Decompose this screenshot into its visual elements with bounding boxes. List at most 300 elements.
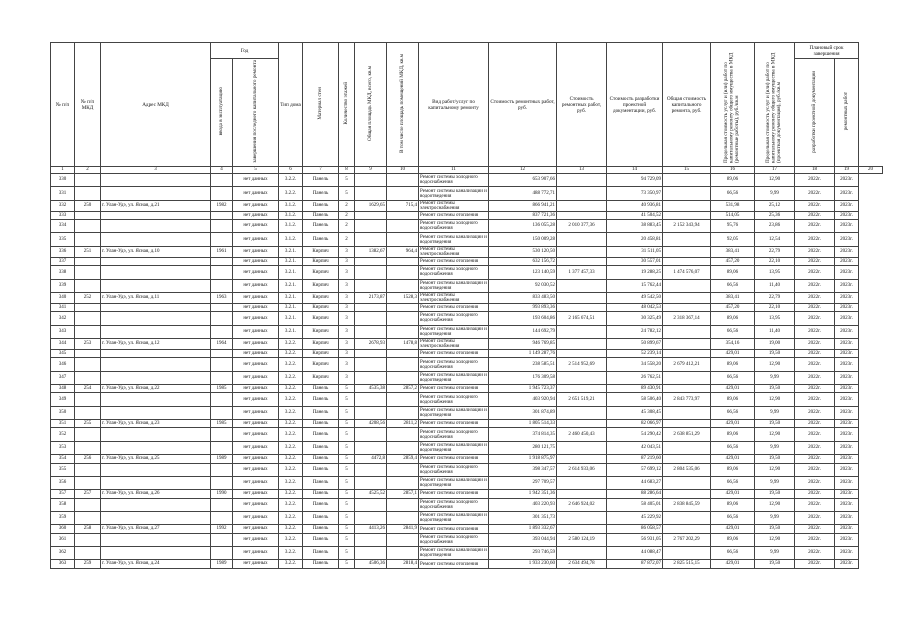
table-row (51, 498, 883, 511)
year-built-cell (211, 266, 233, 279)
column-number-cell: 5 (233, 167, 279, 174)
house-type-cell: 3.2.2. (279, 476, 303, 489)
area-residential-cell: 2841,9 (387, 525, 419, 533)
term-work-cell: 2023г. (835, 200, 859, 211)
mkd-number (75, 428, 101, 441)
address-cell (101, 498, 211, 511)
term-design-cell: 2022г. (795, 490, 835, 498)
cost-work-cell: 144 692,79 (489, 325, 557, 338)
year-built-cell (211, 358, 233, 371)
year-built-cell: 1992 (211, 525, 233, 533)
year-repair-cell: нет данных (233, 533, 279, 546)
table-row (51, 303, 883, 311)
cost-total-work-cell (557, 325, 607, 338)
limit-design-cell: 9,99 (755, 547, 795, 560)
cost-work-cell: 393 044,94 (489, 533, 557, 546)
mkd-number (75, 441, 101, 454)
term-work-cell: 2023г. (835, 490, 859, 498)
wall-material-cell: Панель (303, 533, 339, 546)
cost-total-work-cell (557, 525, 607, 533)
wall-material-cell: Панель (303, 547, 339, 560)
limit-design-cell: 12,90 (755, 358, 795, 371)
area-residential-cell: 715,4 (387, 200, 419, 211)
area-total-cell (355, 350, 387, 358)
row-number: 343 (51, 325, 75, 338)
cost-all-cell (663, 406, 711, 419)
row-number: 359 (51, 512, 75, 525)
year-built-cell (211, 233, 233, 246)
row-number: 361 (51, 533, 75, 546)
address-cell: г. Улан-Удэ, ул. Ясная, д.25 (101, 455, 211, 463)
header-year-built: ввода в эксплуатацию (211, 59, 233, 167)
term-design-cell: 2022г. (795, 441, 835, 454)
limit-work-cell: 457,20 (711, 257, 755, 265)
cost-design-cell: 49 542,50 (607, 292, 663, 303)
work-type-cell: Ремонт системы холодного водоснабжения (419, 174, 489, 187)
floors-cell: 5 (339, 525, 355, 533)
header-year-group: Год (211, 43, 279, 59)
column-number-cell: 10 (387, 167, 419, 174)
limit-work-cell: 89,06 (711, 393, 755, 406)
limit-design-cell: 22,79 (755, 292, 795, 303)
table-row (51, 560, 883, 568)
mkd-number (75, 303, 101, 311)
year-repair-cell: нет данных (233, 350, 279, 358)
work-type-cell: Ремонт системы отопления (419, 350, 489, 358)
area-total-cell: 2173,87 (355, 292, 387, 303)
cost-design-cell: 38 883,45 (607, 220, 663, 233)
table-row (51, 174, 883, 187)
cost-design-cell: 20 458,81 (607, 233, 663, 246)
area-total-cell (355, 257, 387, 265)
header-limit-work: Предельная стоимость услуг и (или) работ по капитальному ремонту общего имущества в МКД (ремонтные работы), руб./кв.м (711, 43, 755, 167)
wall-material-cell: Панель (303, 200, 339, 211)
cost-all-cell (663, 339, 711, 350)
term-design-cell: 2022г. (795, 312, 835, 325)
year-built-cell (211, 312, 233, 325)
house-type-cell: 3.2.2. (279, 371, 303, 384)
term-design-cell: 2022г. (795, 463, 835, 476)
row-number: 345 (51, 350, 75, 358)
term-design-cell: 2022г. (795, 266, 835, 279)
limit-design-cell: 13,95 (755, 266, 795, 279)
term-design-cell: 2022г. (795, 325, 835, 338)
address-cell: г. Улан-Удэ, ул. Ясная, д.27 (101, 525, 211, 533)
cost-all-cell: 2 843 773,97 (663, 393, 711, 406)
header-wall-material: Материал стен (303, 43, 339, 167)
limit-work-cell: 66,56 (711, 187, 755, 200)
term-work-cell: 2023г. (835, 325, 859, 338)
work-type-cell: Ремонт системы холодного водоснабжения (419, 533, 489, 546)
column-number-cell: 12 (489, 167, 557, 174)
term-design-cell: 2022г. (795, 420, 835, 428)
term-work-cell: 2023г. (835, 441, 859, 454)
year-repair-cell: нет данных (233, 455, 279, 463)
house-type-cell: 3.2.2. (279, 187, 303, 200)
term-design-cell: 2022г. (795, 339, 835, 350)
wall-material-cell: Панель (303, 420, 339, 428)
term-work-cell: 2023г. (835, 292, 859, 303)
limit-design-cell: 12,90 (755, 498, 795, 511)
house-type-cell: 3.2.2. (279, 547, 303, 560)
year-built-cell (211, 303, 233, 311)
year-built-cell (211, 187, 233, 200)
mkd-number (75, 174, 101, 187)
year-repair-cell: нет данных (233, 428, 279, 441)
house-type-cell: 3.1.2. (279, 200, 303, 211)
column-number-cell: 8 (339, 167, 355, 174)
limit-design-cell: 9,99 (755, 406, 795, 419)
term-work-cell: 2023г. (835, 350, 859, 358)
column-number-cell: 18 (795, 167, 835, 174)
cost-design-cell: 24 782,12 (607, 325, 663, 338)
cost-total-work-cell (557, 371, 607, 384)
limit-work-cell: 66,56 (711, 476, 755, 489)
term-design-cell: 2022г. (795, 303, 835, 311)
table-row (51, 246, 883, 257)
table-row (51, 420, 883, 428)
table-row (51, 406, 883, 419)
house-type-cell: 3.2.2. (279, 490, 303, 498)
header-area-total: Общая площадь МКД, всего, кв.м (355, 43, 387, 167)
cost-design-cell: 58 405,01 (607, 498, 663, 511)
term-work-cell: 2023г. (835, 560, 859, 568)
floors-cell: 3 (339, 339, 355, 350)
mkd-number: 257 (75, 490, 101, 498)
floors-cell: 5 (339, 533, 355, 546)
address-cell (101, 211, 211, 219)
cost-work-cell: 1 945 723,37 (489, 385, 557, 393)
mkd-number (75, 476, 101, 489)
area-total-cell (355, 547, 387, 560)
row-number: 336 (51, 246, 75, 257)
cost-total-work-cell: 2 010 377,36 (557, 220, 607, 233)
term-design-cell: 2022г. (795, 560, 835, 568)
row-number: 355 (51, 463, 75, 476)
cost-total-work-cell (557, 339, 607, 350)
column-number-cell: 13 (557, 167, 607, 174)
year-built-cell: 1985 (211, 420, 233, 428)
row-number: 332 (51, 200, 75, 211)
row-number: 357 (51, 490, 75, 498)
cost-all-cell (663, 371, 711, 384)
limit-design-cell: 22,79 (755, 246, 795, 257)
cost-total-work-cell: 2 651 519,21 (557, 393, 607, 406)
cost-all-cell: 2 804 535,06 (663, 463, 711, 476)
mkd-number (75, 498, 101, 511)
cost-design-cell: 73 350,97 (607, 187, 663, 200)
wall-material-cell: Кирпич (303, 257, 339, 265)
cost-design-cell: 50 899,67 (607, 339, 663, 350)
wall-material-cell: Панель (303, 455, 339, 463)
header-area-residential: В том числе площадь помещений МКД, кв.м (387, 43, 419, 167)
house-type-cell: 3.2.1. (279, 266, 303, 279)
work-type-cell: Ремонт системы отопления (419, 560, 489, 568)
work-type-cell: Ремонт системы канализации и водоотведения (420, 478, 487, 489)
cost-work-cell: 1 149 287,76 (489, 350, 557, 358)
limit-design-cell: 25,36 (755, 211, 795, 219)
limit-design-cell: 19,50 (755, 385, 795, 393)
year-repair-cell: нет данных (233, 266, 279, 279)
wall-material-cell: Кирпич (303, 312, 339, 325)
row-number: 339 (51, 279, 75, 292)
wall-material-cell: Кирпич (303, 266, 339, 279)
year-built-cell (211, 406, 233, 419)
wall-material-cell: Панель (303, 187, 339, 200)
cost-design-cell: 52 239,14 (607, 350, 663, 358)
year-repair-cell: нет данных (233, 525, 279, 533)
floors-cell: 3 (339, 279, 355, 292)
row-number: 346 (51, 358, 75, 371)
area-total-cell: 4472,8 (355, 455, 387, 463)
mkd-number (75, 350, 101, 358)
mkd-number: 258 (75, 525, 101, 533)
year-built-cell (211, 547, 233, 560)
work-type-cell: Ремонт системы отопления (419, 303, 489, 311)
cost-all-cell (663, 420, 711, 428)
cost-work-cell: 403 220,93 (489, 498, 557, 511)
house-type-cell: 3.2.2. (279, 350, 303, 358)
cost-all-cell: 2 152 343,94 (663, 220, 711, 233)
address-cell (101, 350, 211, 358)
limit-work-cell: 457,20 (711, 303, 755, 311)
column-number-cell: 16 (711, 167, 755, 174)
floors-cell: 3 (339, 371, 355, 384)
work-type-cell: Ремонт системы холодного водоснабжения (419, 266, 489, 279)
year-repair-cell: нет данных (233, 312, 279, 325)
column-number-cell: 7 (303, 167, 339, 174)
limit-work-cell: 89,06 (711, 266, 755, 279)
house-type-cell: 3.2.1. (279, 246, 303, 257)
header-house-type: Тип дома (279, 43, 303, 167)
wall-material-cell: Кирпич (303, 246, 339, 257)
year-repair-cell: нет данных (233, 371, 279, 384)
wall-material-cell: Панель (303, 393, 339, 406)
term-design-cell: 2022г. (795, 393, 835, 406)
address-cell (101, 358, 211, 371)
cost-total-work-cell (557, 187, 607, 200)
column-number-cell: 20 (859, 167, 883, 174)
address-cell (101, 266, 211, 279)
cost-all-cell (663, 441, 711, 454)
term-work-cell: 2023г. (835, 393, 859, 406)
address-cell: г. Улан-Удэ, ул. Ясная, д.24 (101, 560, 211, 568)
address-cell (101, 476, 211, 489)
header-floors: Количество этажей (339, 43, 355, 167)
cost-total-work-cell (557, 406, 607, 419)
wall-material-cell: Кирпич (303, 358, 339, 371)
cost-total-work-cell (557, 455, 607, 463)
year-built-cell: 1990 (211, 490, 233, 498)
cost-design-cell: 58 506,40 (607, 393, 663, 406)
area-residential-cell: 2811,2 (387, 420, 419, 428)
wall-material-cell: Панель (303, 498, 339, 511)
wall-material-cell: Кирпич (303, 303, 339, 311)
house-type-cell: 3.2.2. (279, 498, 303, 511)
floors-cell: 5 (339, 490, 355, 498)
table-row (51, 533, 883, 546)
term-design-cell: 2022г. (795, 350, 835, 358)
term-work-cell: 2023г. (835, 266, 859, 279)
area-residential-cell (387, 220, 419, 233)
floors-cell: 3 (339, 292, 355, 303)
year-repair-cell: нет данных (233, 393, 279, 406)
area-total-cell (355, 174, 387, 187)
term-work-cell: 2023г. (835, 371, 859, 384)
area-residential-cell (387, 498, 419, 511)
limit-design-cell: 19,50 (755, 525, 795, 533)
header-year-repair: завершения последнего капитального ремонта (233, 59, 279, 167)
table-row (51, 220, 883, 233)
cost-work-cell: 530 120,50 (489, 246, 557, 257)
floors-cell: 5 (339, 420, 355, 428)
mkd-number: 259 (75, 560, 101, 568)
wall-material-cell: Панель (303, 428, 339, 441)
year-built-cell: 1961 (211, 246, 233, 257)
wall-material-cell: Панель (303, 211, 339, 219)
table-row (51, 371, 883, 384)
area-total-cell (355, 312, 387, 325)
table-row (51, 233, 883, 246)
cost-design-cell: 42 043,51 (607, 441, 663, 454)
house-type-cell: 3.2.2. (279, 420, 303, 428)
house-type-cell: 3.2.2. (279, 525, 303, 533)
mkd-number (75, 533, 101, 546)
cost-work-cell: 123 140,59 (489, 266, 557, 279)
year-repair-cell: нет данных (233, 257, 279, 265)
term-design-cell: 2022г. (795, 498, 835, 511)
limit-work-cell: 429,01 (711, 490, 755, 498)
limit-work-cell: 92,05 (711, 233, 755, 246)
row-number: 351 (51, 420, 75, 428)
cost-all-cell: 2 679 412,21 (663, 358, 711, 371)
area-residential-cell: 964,4 (387, 246, 419, 257)
repair-program-sheet (50, 42, 882, 569)
wall-material-cell: Панель (303, 220, 339, 233)
wall-material-cell: Кирпич (303, 279, 339, 292)
term-design-cell: 2022г. (795, 174, 835, 187)
floors-cell: 3 (339, 358, 355, 371)
year-repair-cell: нет данных (233, 292, 279, 303)
cost-total-work-cell (557, 233, 607, 246)
column-number-cell: 2 (75, 167, 101, 174)
area-residential-cell (387, 312, 419, 325)
limit-design-cell: 19,00 (755, 339, 795, 350)
cost-design-cell: 57 699,12 (607, 463, 663, 476)
floors-cell: 5 (339, 455, 355, 463)
row-number: 358 (51, 498, 75, 511)
house-type-cell: 3.2.2. (279, 463, 303, 476)
row-number: 352 (51, 428, 75, 441)
term-work-cell: 2023г. (835, 498, 859, 511)
row-number: 331 (51, 187, 75, 200)
header-term-group: Плановый срок завершения (795, 43, 859, 59)
cost-all-cell (663, 200, 711, 211)
floors-cell: 5 (339, 406, 355, 419)
cost-all-cell (663, 325, 711, 338)
limit-work-cell: 429,01 (711, 420, 755, 428)
table-row (51, 525, 883, 533)
limit-work-cell: 66,56 (711, 547, 755, 560)
area-total-cell (355, 303, 387, 311)
mkd-number (75, 358, 101, 371)
area-residential-cell (387, 233, 419, 246)
cost-work-cell: 1 893 332,67 (489, 525, 557, 533)
mkd-number (75, 406, 101, 419)
work-type-cell: Ремонт системы канализации и водоотведения (420, 280, 487, 291)
mkd-number (75, 371, 101, 384)
row-number: 350 (51, 406, 75, 419)
address-cell (101, 303, 211, 311)
address-cell (101, 371, 211, 384)
cost-total-work-cell (557, 490, 607, 498)
area-total-cell: 4535,38 (355, 385, 387, 393)
area-residential-cell (387, 406, 419, 419)
area-residential-cell: 2857,1 (387, 490, 419, 498)
column-number-cell: 17 (755, 167, 795, 174)
cost-all-cell (663, 233, 711, 246)
year-built-cell (211, 350, 233, 358)
wall-material-cell: Панель (303, 490, 339, 498)
work-type-cell: Ремонт системы отопления (419, 211, 489, 219)
limit-design-cell: 13,95 (755, 312, 795, 325)
address-cell: г. Улан-Удэ, ул. Ясная, д.12 (101, 339, 211, 350)
address-cell (101, 220, 211, 233)
row-number: 348 (51, 385, 75, 393)
year-repair-cell: нет данных (233, 200, 279, 211)
area-total-cell (355, 428, 387, 441)
cost-work-cell: 632 156,72 (489, 257, 557, 265)
cost-all-cell (663, 512, 711, 525)
work-type-cell: Ремонт системы электроснабжения (419, 200, 489, 211)
year-repair-cell: нет данных (233, 476, 279, 489)
limit-design-cell: 9,99 (755, 512, 795, 525)
area-total-cell (355, 325, 387, 338)
area-residential-cell (387, 512, 419, 525)
cost-design-cell: 45 308,45 (607, 406, 663, 419)
mkd-number (75, 233, 101, 246)
limit-design-cell: 19,50 (755, 350, 795, 358)
year-repair-cell: нет данных (233, 406, 279, 419)
row-number: 335 (51, 233, 75, 246)
header-no: № п/п (51, 43, 75, 167)
limit-work-cell: 514,05 (711, 211, 755, 219)
cost-all-cell: 2 838 845,59 (663, 498, 711, 511)
address-cell (101, 325, 211, 338)
work-type-cell: Ремонт системы канализации и водоотведения (420, 372, 487, 383)
cost-total-work-cell (557, 211, 607, 219)
row-number: 334 (51, 220, 75, 233)
floors-cell: 2 (339, 211, 355, 219)
limit-work-cell: 95,76 (711, 220, 755, 233)
cost-total-work-cell: 2 580 124,19 (557, 533, 607, 546)
year-built-cell: 1985 (211, 385, 233, 393)
limit-work-cell: 429,01 (711, 525, 755, 533)
cost-design-cell: 31 511,05 (607, 246, 663, 257)
year-repair-cell: нет данных (233, 512, 279, 525)
term-work-cell: 2023г. (835, 547, 859, 560)
limit-work-cell: 66,56 (711, 371, 755, 384)
term-work-cell: 2023г. (835, 428, 859, 441)
wall-material-cell: Панель (303, 476, 339, 489)
limit-design-cell: 11,40 (755, 279, 795, 292)
header-mkd-no: № п/п МКД (75, 43, 101, 167)
area-residential-cell (387, 350, 419, 358)
area-residential-cell (387, 476, 419, 489)
row-number: 363 (51, 560, 75, 568)
table-row (51, 257, 883, 265)
year-repair-cell: нет данных (233, 211, 279, 219)
